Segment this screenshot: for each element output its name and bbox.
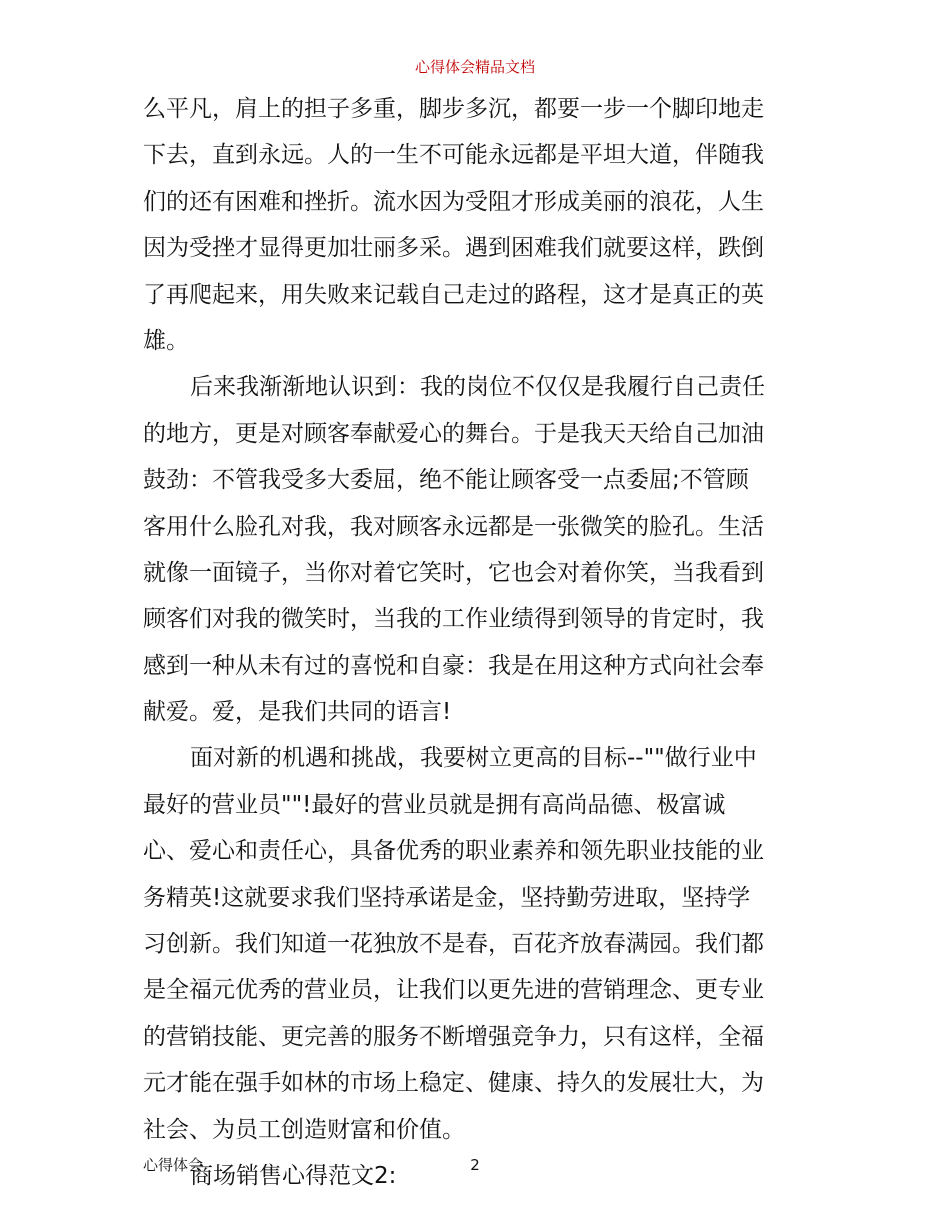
- text-line: 感到一种从未有过的喜悦和自豪：我是在用这种方式向社会奉: [143, 652, 764, 679]
- section-heading-line: 商场销售心得范文2:: [190, 1162, 397, 1189]
- text-line: 下去，直到永远。人的一生不可能永远都是平坦大道，伴随我: [143, 142, 764, 169]
- paragraph-start-line: 面对新的机遇和挑战，我要树立更高的目标--""做行业中: [190, 745, 757, 772]
- text-line: 客用什么脸孔对我，我对顾客永远都是一张微笑的脸孔。生活: [143, 513, 764, 540]
- text-line: 献爱。爱，是我们共同的语言!: [143, 699, 452, 726]
- text-line: 就像一面镜子，当你对着它笑时，它也会对着你笑，当我看到: [143, 559, 764, 586]
- text-line: 雄。: [143, 327, 189, 354]
- text-line: 是全福元优秀的营业员，让我们以更先进的营销理念、更专业: [143, 977, 764, 1004]
- text-line: 的地方，更是对顾客奉献爱心的舞台。于是我天天给自己加油: [143, 420, 764, 447]
- text-line: 鼓劲：不管我受多大委屈，绝不能让顾客受一点委屈;不管顾: [143, 467, 749, 494]
- page-number: 2: [470, 1156, 480, 1174]
- text-line: 习创新。我们知道一花独放不是春，百花齐放春满园。我们都: [143, 931, 764, 958]
- text-line: 们的还有困难和挫折。流水因为受阻才形成美丽的浪花，人生: [143, 188, 764, 215]
- text-line: 顾客们对我的微笑时，当我的工作业绩得到领导的肯定时，我: [143, 606, 764, 633]
- text-line: 最好的营业员""!最好的营业员就是拥有高尚品德、极富诚: [143, 791, 726, 818]
- text-line: 因为受挫才显得更加壮丽多采。遇到困难我们就要这样，跌倒: [143, 235, 764, 262]
- text-line: 务精英!这就要求我们坚持承诺是金，坚持勤劳进取，坚持学: [143, 884, 751, 911]
- text-line: 心、爱心和责任心，具备优秀的职业素养和领先职业技能的业: [143, 838, 764, 865]
- text-line: 社会、为员工创造财富和价值。: [143, 1116, 465, 1143]
- text-line: 了再爬起来，用失败来记载自己走过的路程，这才是真正的英: [143, 281, 764, 308]
- document-body: [143, 86, 815, 1199]
- text-line: 么平凡，肩上的担子多重，脚步多沉，都要一步一个脚印地走: [143, 96, 764, 122]
- page-header-title: 心得体会精品文档: [414, 58, 535, 76]
- text-line: 元才能在强手如林的市场上稳定、健康、持久的发展壮大，为: [143, 1070, 764, 1097]
- paragraph-start-line: 后来我渐渐地认识到：我的岗位不仅仅是我履行自己责任: [190, 374, 765, 401]
- text-line: 的营销技能、更完善的服务不断增强竞争力，只有这样，全福: [143, 1023, 764, 1050]
- footer-label: 心得体会: [143, 1156, 204, 1174]
